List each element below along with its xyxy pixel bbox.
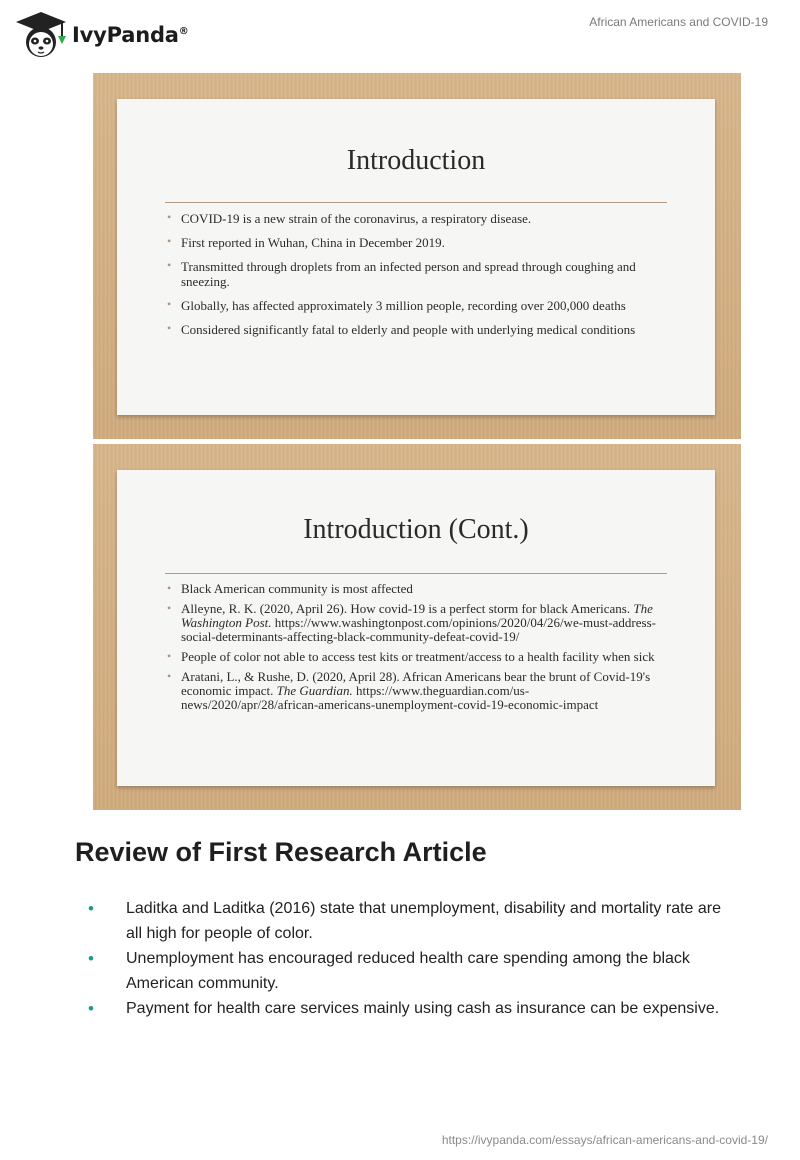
slide-paper [117, 470, 715, 786]
panda-graduate-icon [14, 10, 68, 60]
slide-image-1 [93, 73, 741, 439]
list-item: • Laditka and Laditka (2016) state that unemployment, disability and mortality rate are all high for people of color. [88, 896, 728, 946]
brand-logo[interactable] [14, 10, 189, 60]
slide-bullet: • Considered significantly fatal to elderly and people with underlying medical conditions [165, 322, 665, 337]
slide-bullet: • People of color not able to access test kits or treatment/access to a health facility when sick [165, 650, 665, 664]
list-item: • Unemployment has encouraged reduced health care spending among the black American community. [88, 946, 728, 996]
section-bullet-list [88, 896, 728, 1021]
slide-bullet: • Transmitted through droplets from an infected person and spread through coughing and sneezing. [165, 259, 665, 289]
slide-bullet-list [165, 582, 665, 718]
slide-bullet: • Globally, has affected approximately 3 million people, recording over 200,000 deaths [165, 298, 665, 313]
slide-image-2 [93, 444, 741, 810]
slide-divider [165, 573, 667, 574]
slide-title: Introduction (Cont.) [303, 514, 529, 545]
slide-bullet-list [165, 211, 665, 346]
slide-paper [117, 99, 715, 415]
brand-name: IvyPanda® [72, 23, 189, 47]
document-title: African Americans and COVID-19 [589, 15, 768, 29]
slide-bullet-citation: • Alleyne, R. K. (2020, April 26). How covid-19 is a perfect storm for black Americans. The Washington Post. https://www.washingtonpost.com/opinions/2020/04/26/we-must-address-social-determinants-affecting-black-community-defeat-covid-19/ [165, 602, 665, 644]
slide-bullet: • COVID-19 is a new strain of the coronavirus, a respiratory disease. [165, 211, 665, 226]
slide-divider [165, 202, 667, 203]
slide-bullet: • Black American community is most affected [165, 582, 665, 596]
source-url[interactable]: https://ivypanda.com/essays/african-americans-and-covid-19/ [441, 1133, 768, 1147]
slide-title: Introduction [346, 145, 486, 176]
section-heading: Review of First Research Article [75, 837, 487, 867]
slide-bullet: • First reported in Wuhan, China in December 2019. [165, 235, 665, 250]
list-item: • Payment for health care services mainly using cash as insurance can be expensive. [88, 996, 728, 1021]
slide-bullet-citation: • Aratani, L., & Rushe, D. (2020, April 28). African Americans bear the brunt of Covid-19's economic impact. The Guardian. https://www.theguardian.com/us-news/2020/apr/28/african-americans-unemployment-covid-19-economic-impact [165, 670, 665, 712]
